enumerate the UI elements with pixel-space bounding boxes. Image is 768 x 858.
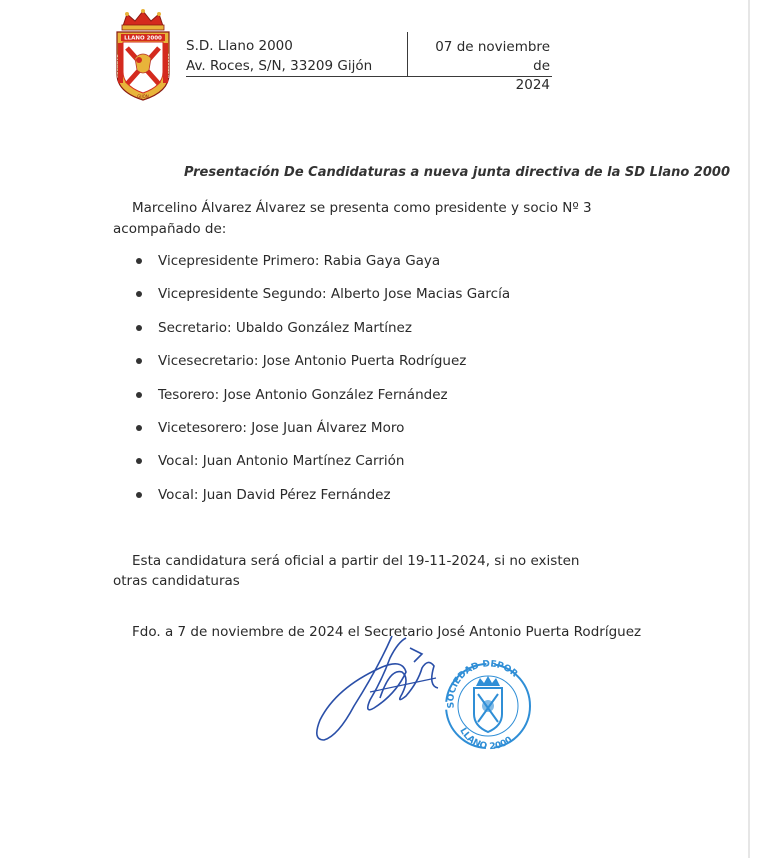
stamp-top-text: SOCIEDAD DEPOR xyxy=(446,659,520,709)
club-name: S.D. Llano 2000 xyxy=(186,38,293,54)
list-item xyxy=(136,319,510,352)
club-stamp xyxy=(440,656,536,752)
bullet-icon xyxy=(136,425,142,431)
bullet-icon xyxy=(136,325,142,331)
date-line-1: 07 de noviembre de xyxy=(435,39,550,74)
candidate-text: Vicepresidente Primero: Rabia Gaya Gaya xyxy=(158,253,441,269)
stamp-bottom-text: LLANO 2000 xyxy=(457,726,515,752)
list-item xyxy=(136,452,510,485)
list-item xyxy=(136,386,510,419)
crest-top-text: LLANO 2000 xyxy=(124,35,162,42)
list-item xyxy=(136,285,510,318)
list-item xyxy=(136,252,510,285)
list-item xyxy=(136,419,510,452)
bullet-icon xyxy=(136,258,142,264)
candidate-list xyxy=(136,252,510,519)
signoff-line: Fdo. a 7 de noviembre de 2024 el Secretario José Antonio Puerta Rodríguez xyxy=(132,624,642,640)
candidate-text: Vicepresidente Segundo: Alberto Jose Macias García xyxy=(158,286,511,303)
document-title: Presentación De Candidaturas a nueva junta directiva de la SD Llano 2000 xyxy=(184,165,730,180)
bullet-icon xyxy=(136,392,142,398)
document-date xyxy=(420,38,550,95)
official-notice: Esta candidatura será oficial a partir del 19-11-2024, si no existen otras candidaturas xyxy=(113,553,580,589)
club-address: Av. Roces, S/N, 33209 Gijón xyxy=(186,58,373,74)
candidate-text: Vocal: Juan David Pérez Fernández xyxy=(158,486,391,503)
intro-paragraph: Marcelino Álvarez Álvarez se presenta como presidente y socio Nº 3 acompañado de: xyxy=(113,200,592,237)
list-item xyxy=(136,352,510,385)
bullet-icon xyxy=(136,458,142,464)
candidate-text: Vicesecretario: Jose Antonio Puerta Rodríguez xyxy=(158,353,467,370)
bullet-icon xyxy=(136,492,142,498)
candidate-text: Tesorero: Jose Antonio González Fernández xyxy=(158,386,448,403)
candidate-text: Vocal: Juan Antonio Martínez Carrión xyxy=(158,453,405,470)
candidate-text: Secretario: Ubaldo González Martínez xyxy=(158,319,412,336)
club-crest-logo xyxy=(113,8,173,102)
page-edge xyxy=(748,0,750,858)
header-vertical-divider xyxy=(407,32,408,76)
bullet-icon xyxy=(136,358,142,364)
list-item xyxy=(136,486,510,519)
handwritten-signature xyxy=(310,628,450,750)
crest-bottom-text: GIJÓN xyxy=(137,94,149,99)
bullet-icon xyxy=(136,291,142,297)
candidate-text: Vicetesorero: Jose Juan Álvarez Moro xyxy=(158,419,405,436)
date-line-2: 2024 xyxy=(515,77,550,93)
